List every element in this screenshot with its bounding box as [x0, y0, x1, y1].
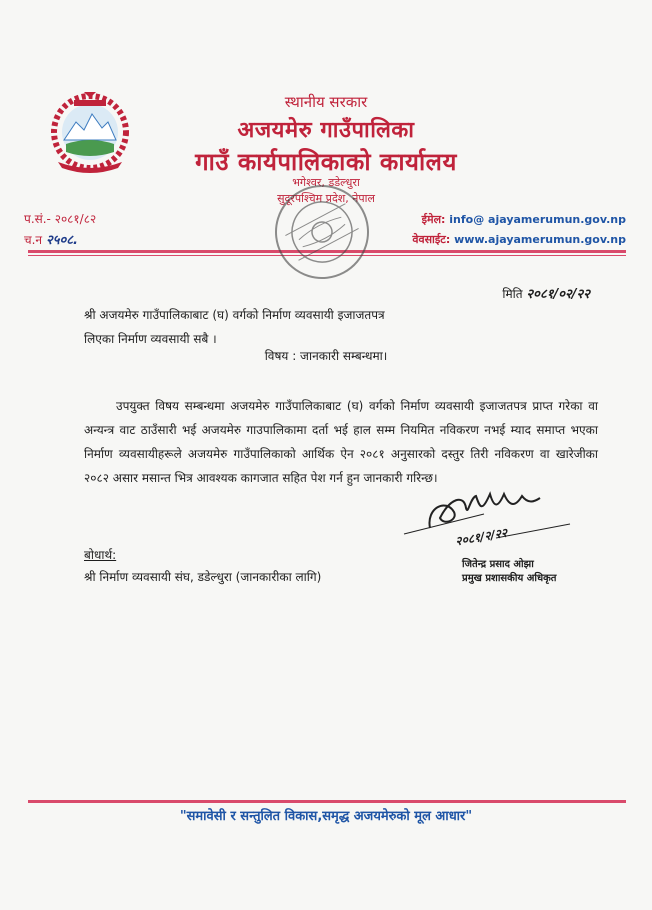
letter-date-label: मिति: [502, 287, 523, 301]
recipient-line-1: श्री अजयमेरु गाउँपालिकाबाट (घ) वर्गको निर्माण व्यवसायी इजाजतपत्र: [84, 308, 385, 322]
website-line: [412, 232, 626, 247]
letterhead-line-local-government: स्थानीय सरकार: [284, 93, 368, 111]
dispatch-number-value: २५०८.: [45, 233, 78, 248]
office-stamp-icon: [268, 178, 376, 286]
signatory-name: जितेन्द्र प्रसाद ओझा: [462, 559, 534, 570]
recipient-line-2: लिएका निर्माण व्यवसायी सबै ।: [84, 332, 217, 346]
dispatch-number-label: च.न: [24, 233, 43, 247]
letter-date-value: २०८१/०२/२२: [526, 287, 590, 302]
letter-date: [502, 284, 590, 302]
letter-subject: विषय : जानकारी सम्बन्धमा।: [264, 349, 388, 363]
letterhead-province: सुदूरपश्चिम प्रदेश, नेपाल: [277, 192, 375, 205]
website-label: वेवसाईट:: [412, 233, 451, 246]
email-line: [422, 212, 626, 227]
dispatch-number: [24, 230, 78, 248]
footer-slogan: "समावेसी र सन्तुलित विकास,समृद्ध अजयमेरुको मूल आधार": [179, 809, 473, 824]
footer-divider: [28, 800, 626, 803]
cc-recipient: श्री निर्माण व्यवसायी संघ, डडेल्धुरा (जानकारीका लागि): [84, 570, 322, 584]
letter-body-paragraph: उपयुक्त विषय सम्बन्धमा अजयमेरु गाउँपालिकाबाट (घ) वर्गको निर्माण व्यवसायी इजाजतपत्र प्राप्त गरेका वा अन्यन्त्र वाट ठाउँसारी भई अजयमेरु गाउपालिकामा दर्ता भई हाल सम्म नियमित नविकरण नभई म्याद समाप्त भएका निर्माण व्यवसायीहरूले अजयमेरु गाउँपालिकाको आर्थिक ऐन २०८१ अनुसारको दस्तुर तिरी नविकरण वा खारेजीका २०८२ असार मसान्त भित्र आवश्यक कागजात सहित पेश गर्न हुन जानकारी गरिन्छ।: [84, 399, 598, 485]
letterhead-municipality-name: अजयमेरु गाउँपालिका: [237, 118, 415, 143]
website-link[interactable]: www.ajayamerumun.gov.np: [454, 233, 626, 246]
signature-date: २०८१/२/२२: [454, 525, 509, 549]
email-label: ईमेल:: [421, 213, 446, 226]
letterhead-office-name: गाउँ कार्यपालिकाको कार्यालय: [195, 148, 457, 176]
reference-number: प.सं.- २०८१/८२: [24, 212, 97, 226]
letterhead-location: भगेश्वर, डडेल्धुरा: [292, 176, 360, 189]
email-link[interactable]: info@ ajayamerumun.gov.np: [449, 213, 626, 226]
signatory-title: प्रमुख प्रशासकीय अधिकृत: [462, 573, 557, 584]
cc-label: बोधार्थ:: [84, 548, 117, 562]
